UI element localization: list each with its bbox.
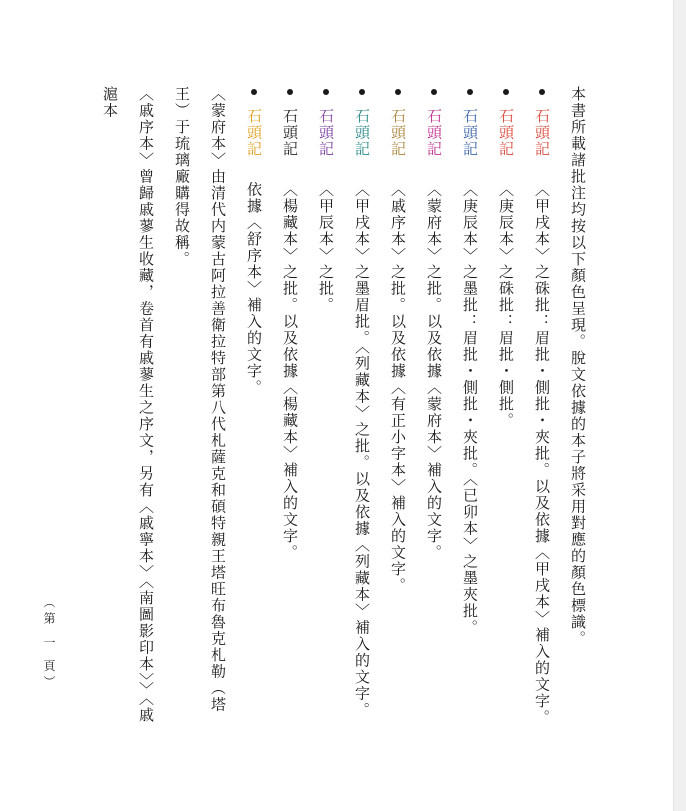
- document-page: [92, 86, 596, 726]
- intro-line: 本書所載諸批注均按以下顏色呈現。脫文依據的本子將采用對應的顏色標識。: [569, 86, 587, 647]
- legend-item: [236, 86, 272, 726]
- legend-tag: 石頭記: [245, 108, 263, 158]
- legend-text: 〈甲辰本〉之批。: [317, 181, 335, 314]
- paragraph-qixu: 〈戚序本〉曾歸戚蓼生收藏，卷首有戚蓼生之序文，另有〈戚寧本〉〈南圖影印本〉〉〈戚滬本: [101, 86, 155, 724]
- legend-text: 〈甲戌本〉之硃批：眉批・側批・夾批。以及依據〈甲戌本〉補入的文字。: [533, 181, 551, 726]
- legend-tag: 石頭記: [389, 108, 407, 158]
- legend-tag: 石頭記: [497, 108, 515, 158]
- legend-tag: 石頭記: [353, 108, 371, 158]
- legend-item: [452, 86, 488, 726]
- legend-text: 〈戚序本〉之批。以及依據〈有正小字本〉補入的文字。: [389, 181, 407, 594]
- legend-tag: 石頭記: [461, 108, 479, 158]
- legend-item: [524, 86, 560, 726]
- legend-item: [344, 86, 380, 726]
- vertical-scrollbar[interactable]: [673, 0, 686, 811]
- legend-text: 〈蒙府本〉之批。以及依據〈蒙府本〉補入的文字。: [425, 181, 443, 561]
- paragraph-mengfu: 〈蒙府本〉由清代内蒙古阿拉善衛拉特部第八代札薩克和碩特親王塔旺布魯克札勒（塔王）于琉璃廠購得故稱。: [173, 86, 227, 713]
- legend-text: 依據〈舒序本〉補入的文字。: [245, 181, 263, 396]
- legend-tag: 石頭記: [281, 108, 299, 158]
- legend-item: [272, 86, 308, 726]
- legend-text: 〈楊藏本〉之批。以及依據〈楊藏本〉補入的文字。: [281, 181, 299, 561]
- legend-text: 〈甲戌本〉之墨眉批。〈列藏本〉之批。以及依據〈列藏本〉補入的文字。: [353, 181, 371, 719]
- legend-text: 〈庚辰本〉之硃批：眉批・側批。: [497, 181, 515, 429]
- legend-tag: 石頭記: [533, 108, 551, 158]
- legend-item: [308, 86, 344, 726]
- legend-item: [416, 86, 452, 726]
- page-number: （第 一 頁）: [42, 596, 56, 692]
- legend-text: 〈庚辰本〉之墨批：眉批・側批・夾批。〈已卯本〉之墨夾批。: [461, 181, 479, 636]
- legend-tag: 石頭記: [317, 108, 335, 158]
- legend-tag: 石頭記: [425, 108, 443, 158]
- legend-item: [488, 86, 524, 726]
- annotation-legend-list: [236, 86, 560, 726]
- legend-item: [380, 86, 416, 726]
